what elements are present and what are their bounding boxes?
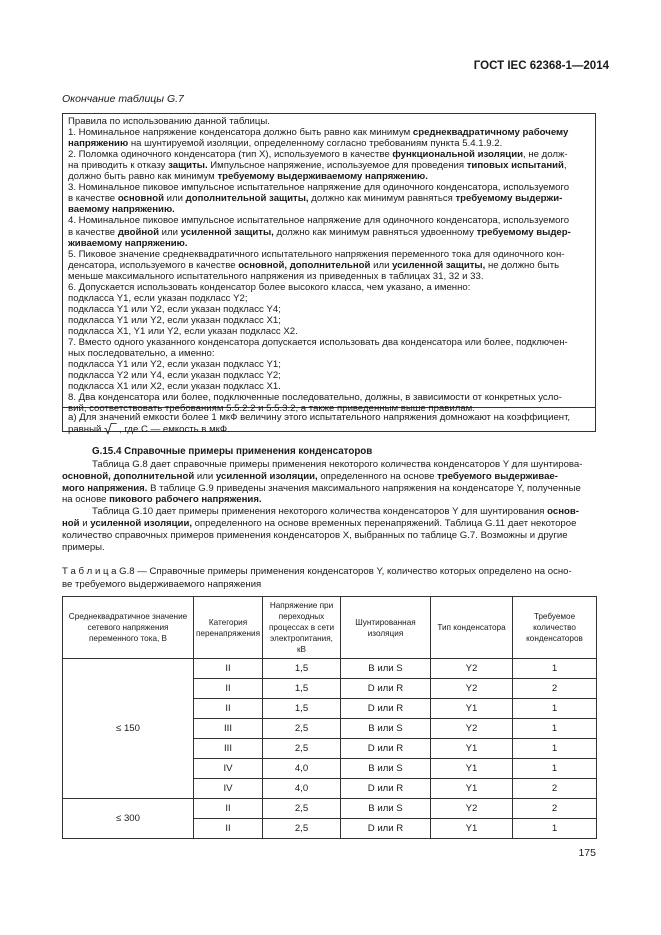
section-heading: G.15.4 Справочные примеры применения конденсаторов: [92, 446, 373, 457]
table-cell: 2: [513, 679, 597, 699]
table-cell: D или R: [341, 739, 431, 759]
bold-term: усиленной защиты,: [180, 226, 274, 238]
header-transient-voltage: Напряжение при переходных процессах в сети электропитания, кВ: [263, 597, 341, 659]
bold-term: основной, дополнительной: [62, 470, 195, 482]
table-cell: II: [194, 819, 263, 839]
text-run: или: [370, 259, 393, 271]
table-cell: D или R: [341, 699, 431, 719]
bold-term: основной: [117, 193, 164, 205]
table-caption-line-2: ве требуемого выдерживаемого напряжения: [62, 579, 262, 590]
text-run: или: [158, 226, 181, 238]
table-cell: 4,0: [263, 759, 341, 779]
header-capacitor-type: Тип конденсатора: [431, 597, 513, 659]
mains-voltage-cell: ≤ 300: [63, 799, 194, 839]
bold-term: двойной: [117, 226, 159, 238]
table-cell: II: [194, 679, 263, 699]
table-row: [63, 799, 597, 819]
table-cell: 1,5: [263, 679, 341, 699]
table-cell: 1: [513, 699, 597, 719]
text-run: на шунтируемой изоляции, определенному согласно требованиям пункта 5.4.1.9.2.: [128, 138, 503, 150]
text-run: должно как минимум равняться удвоенному: [273, 226, 477, 238]
text-run: подкласса X1 или X2, если указан подкласс X1.: [68, 381, 281, 393]
table-cell: 1: [513, 719, 597, 739]
table-cell: B или S: [341, 719, 431, 739]
text-run: денсатора, используемого в качестве: [68, 259, 239, 271]
paragraph-line: [62, 530, 568, 542]
text-run: 2. Поломка одиночного конденсатора (тип X), используемого в качестве: [68, 149, 393, 161]
table-cell: Y1: [431, 739, 513, 759]
bold-term: дополнительной защиты,: [185, 193, 309, 205]
text-run: 8. Два конденсатора или более, подключенные последовательно, должны, в зависимости от конкретных усло-: [68, 392, 562, 404]
text-run: , не долж-: [523, 149, 568, 161]
table-cell: III: [194, 739, 263, 759]
bold-term: требуемому выдерживаемому напряжению.: [217, 171, 428, 183]
bold-term: усиленной изоляции,: [215, 470, 318, 482]
header-mains-voltage: Среднеквадратичное значение сетевого напряжения переменного тока, В: [63, 597, 194, 659]
table-cell: 2: [513, 799, 597, 819]
text-run: подкласса Y1, если указан подкласс Y2;: [68, 292, 248, 304]
table-cell: 2,5: [263, 739, 341, 759]
table-cell: Y2: [431, 679, 513, 699]
text-run: количество справочных примеров применения конденсаторов X, выбранных по таблице G.7. Возможны и другие: [62, 529, 568, 541]
text-run: 7. Вместо одного указанного конденсатора допускается использовать два конденсатора или более, подключен-: [68, 337, 568, 348]
footnote-line-2-suffix: , где C — емкость в мкФ.: [119, 424, 230, 435]
bold-term: пикового рабочего напряжения.: [109, 494, 262, 506]
text-run: подкласса X1, Y1 или Y2, если указан подкласс X2.: [68, 325, 298, 337]
table-cell: 2,5: [263, 819, 341, 839]
paragraph-line: [62, 494, 262, 506]
bold-term: усиленной защиты,: [392, 259, 486, 271]
footnote-line-1: a) Для значений емкости более 1 мкФ величину этого испытательного напряжения домножают на коэффициент,: [68, 412, 571, 423]
text-run: в качестве: [68, 193, 118, 205]
document-id-header: ГОСТ IEC 62368-1—2014: [473, 60, 609, 72]
text-run: ,: [563, 160, 567, 172]
table-cell: D или R: [341, 679, 431, 699]
table-cell: 1: [513, 739, 597, 759]
table-cell: 4,0: [263, 779, 341, 799]
table-row: [63, 659, 597, 679]
table-cell: IV: [194, 759, 263, 779]
footnote-line-2-prefix: равный: [68, 424, 102, 435]
text-run: должно как минимум равняться: [308, 193, 456, 205]
table-cell: D или R: [341, 779, 431, 799]
bold-term: усиленной изоляции,: [90, 518, 193, 529]
bold-term: среднеквадратичному рабочему: [412, 127, 569, 139]
text-run: 3. Номинальное пиковое импульсное испытательное напряжение для одиночного конденсатора, используемого: [68, 182, 570, 194]
table-cell: 1: [513, 659, 597, 679]
table-cell: II: [194, 799, 263, 819]
text-run: меньше максимального испытательного напряжения из приведенных в таблицах 31, 32 и 33.: [68, 270, 484, 282]
text-run: Импульсное напряжение, используемое для проведения: [207, 160, 467, 172]
table-cell: Y1: [431, 819, 513, 839]
table-cell: II: [194, 699, 263, 719]
bold-term: мого напряжения.: [62, 482, 148, 494]
text-run: В таблице G.9 приведены значения максимального напряжения на конденсаторе Y, полученные: [147, 482, 581, 494]
text-run: примеры.: [62, 541, 105, 553]
table-cell: 1,5: [263, 659, 341, 679]
bold-term: основной, дополнительной: [238, 259, 371, 271]
header-overvoltage-category: Категория перенапряжения: [194, 597, 263, 659]
table-cell: B или S: [341, 759, 431, 779]
bold-term: типовых испытаний: [466, 160, 564, 172]
table-body: [63, 659, 597, 839]
square-root-symbol: √‾: [104, 421, 117, 437]
table-cell: Y1: [431, 779, 513, 799]
table-cell: 2: [513, 779, 597, 799]
table-cell: Y2: [431, 719, 513, 739]
table-cell: III: [194, 719, 263, 739]
table-cell: B или S: [341, 799, 431, 819]
footnote-line-2: [68, 421, 230, 437]
table-cell: Y2: [431, 659, 513, 679]
text-run: подкласса Y1 или Y2, если указан подкласс Y1;: [68, 359, 281, 371]
text-run: ных последовательно, а именно:: [68, 348, 215, 360]
text-run: и: [79, 518, 91, 529]
table-cell: 1,5: [263, 699, 341, 719]
bold-term: напряжению: [68, 138, 129, 150]
capacitor-examples-table: [62, 596, 597, 839]
text-run: 5. Пиковое значение среднеквадратичного испытательного напряжения переменного тока для одиночного кон-: [68, 248, 565, 260]
text-run: Таблица G.8 дает справочные примеры применения некоторого количества конденсаторов Y для шунтирова-: [92, 459, 583, 470]
table-cell: Y1: [431, 699, 513, 719]
table-cell: 1: [513, 759, 597, 779]
paragraph-line: [62, 483, 581, 495]
paragraph-line: [62, 471, 558, 483]
paragraph-line: [62, 542, 105, 554]
table-header-row: [63, 597, 597, 659]
text-run: или: [164, 193, 186, 205]
text-run: 1. Номинальное напряжение конденсатора должно быть равно как минимум: [68, 127, 413, 139]
bold-term: ваемому напряжению.: [68, 204, 175, 216]
bold-term: защиты.: [168, 160, 208, 172]
bold-term: требуемому выдержи-: [455, 193, 563, 205]
text-run: должно быть равно как минимум: [68, 171, 218, 183]
header-bridged-insulation: Шунтированная изоляция: [341, 597, 431, 659]
table-cell: IV: [194, 779, 263, 799]
text-run: 4. Номинальное пиковое импульсное испытательное напряжение для одиночного конденсатора, используемого: [68, 215, 570, 227]
text-run: вий, соответствовать требованиям 5.5.2.2 и 5.5.3.2, а также приведенным выше правилам.: [68, 403, 475, 415]
table-continuation-label: Окончание таблицы G.7: [62, 93, 184, 105]
table-cell: 1: [513, 819, 597, 839]
bold-term: живаемому напряжению.: [68, 237, 188, 249]
text-run: определенного на основе: [317, 470, 438, 482]
bold-term: функциональной изоляции: [392, 149, 524, 161]
bold-term: требуемому выдер-: [476, 226, 571, 238]
bold-term: требуемого выдерживае-: [437, 470, 558, 482]
table-caption-line-1: Т а б л и ц а G.8 — Справочные примеры применения конденсаторов Y, количество которых определено на осно-: [62, 566, 572, 577]
table-cell: II: [194, 659, 263, 679]
text-run: 6. Допускается использовать конденсатор более высокого класса, чем указано, а именно:: [68, 281, 471, 293]
page-number: 175: [578, 847, 596, 859]
text-run: Таблица G.10 дает примеры применения некоторого количества конденсаторов Y для шунтирования: [92, 506, 548, 518]
text-run: или: [194, 470, 216, 482]
mains-voltage-cell: ≤ 150: [63, 659, 194, 799]
table-cell: D или R: [341, 819, 431, 839]
table-cell: 2,5: [263, 799, 341, 819]
text-run: подкласса Y1 или Y2, если указан подкласс Y4;: [68, 303, 281, 315]
bold-term: ной: [62, 518, 80, 529]
bold-term: основ-: [547, 506, 579, 518]
table-cell: 2,5: [263, 719, 341, 739]
text-run: подкласса Y1 или Y2, если указан подкласс X1;: [68, 314, 281, 326]
paragraph-line: [62, 518, 576, 530]
text-run: на основе: [62, 494, 110, 506]
paragraph-line: [92, 506, 579, 518]
text-run: не должно быть: [485, 259, 560, 271]
text-run: в качестве: [68, 226, 118, 238]
table-cell: B или S: [341, 659, 431, 679]
text-run: на приводить к отказу: [68, 160, 169, 172]
table-cell: Y1: [431, 759, 513, 779]
paragraph-line: [92, 459, 582, 471]
text-run: подкласса Y2 или Y4, если указан подкласс Y2;: [68, 370, 281, 382]
table-cell: Y2: [431, 799, 513, 819]
header-required-count: Требуемое количество конденсаторов: [513, 597, 597, 659]
text-run: определенного на основе временных перенапряжений. Таблица G.11 дает некоторое: [192, 518, 577, 529]
text-run: Правила по использованию данной таблицы.: [68, 116, 270, 127]
